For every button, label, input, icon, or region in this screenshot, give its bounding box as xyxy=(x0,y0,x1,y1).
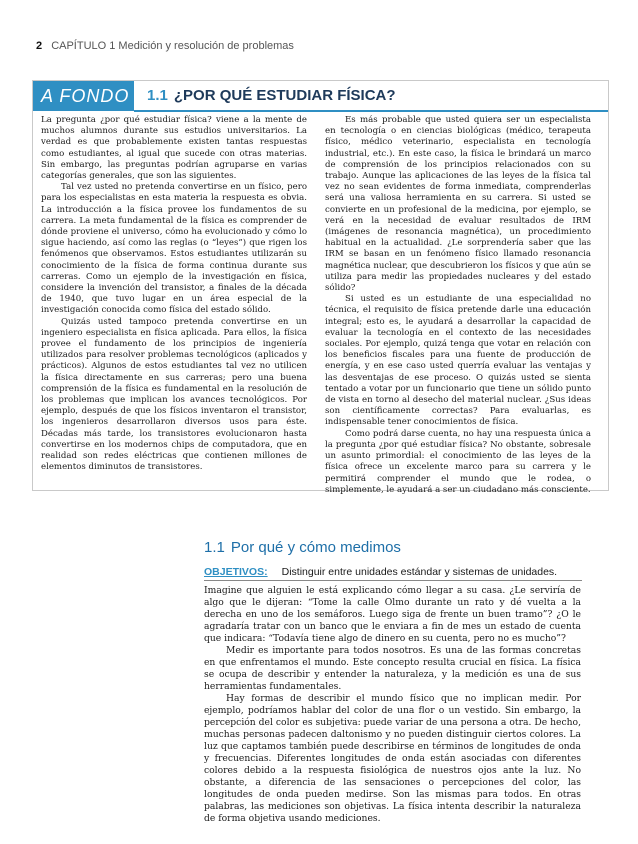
box-title-text: ¿POR QUÉ ESTUDIAR FÍSICA? xyxy=(173,87,396,104)
box-header xyxy=(33,81,608,111)
body-paragraph: Medir es importante para todos nosotros. Es una de las formas concretas en que enfrentamos el mundo. Este concepto resulta crucial en física. La física se ocupa de describir y entender la naturaleza, y la medición es una de sus herramientas fundamentales. xyxy=(204,645,581,692)
box-paragraph: Como podrá darse cuenta, no hay una respuesta única a la pregunta ¿por qué estudiar física? No obstante, sobresale un asunto primordial: el conocimiento de las leyes de la física ofrece un excelente marco para su carrera y le permitirá comprender el mundo que le rodea, o simplemente, le ayudará a ser un ciudadano más consciente. xyxy=(325,428,591,495)
box-title xyxy=(147,87,396,104)
page-header xyxy=(36,40,294,52)
box-tab-label: A FONDO xyxy=(33,81,134,111)
box-paragraph: Tal vez usted no pretenda convertirse en un físico, pero para los especialistas en esta materia la respuesta es obvia. La introducción a la física provee los fundamentos de su carrera. La meta fundamental de la física es comprender de dónde proviene el universo, cómo ha evolucionado y cómo lo sigue haciendo, así como las reglas (o “leyes”) que rigen los fenómenos que observamos. Estos estudiantes utilizarán su conocimiento de la física de forma continua durante sus carreras. Como un ejemplo de la investigación en física, considere la invención del transistor, a finales de la década de 1940, que tuvo lugar en un área especial de la investigación conocida como física del estado sólido. xyxy=(41,182,307,316)
in-depth-box xyxy=(32,80,609,495)
objectives-text: Distinguir entre unidades estándar y sistemas de unidades. xyxy=(281,566,558,578)
body-paragraph: Hay formas de describir el mundo físico que no implican medir. Por ejemplo, podríamos hablar del color de una flor o un vestido. Sin embargo, la percepción del color es subjetiva: puede variar de una persona a otra. De hecho, muchas personas padecen daltonismo y no pueden distinguir ciertos colores. La luz que captamos también puede describirse en términos de longitudes de onda y frecuencias. Diferentes longitudes de onda están asociadas con diferentes colores debido a la respuesta fisiológica de nuestros ojos ante la luz. No obstante, a diferencia de las sensaciones o percepciones del color, las longitudes de onda pueden medirse. Son las mismas para todos. En otras palabras, las mediciones son objetivas. La física intenta describir la naturaleza de forma objetiva usando mediciones. xyxy=(204,693,581,824)
box-paragraph: La pregunta ¿por qué estudiar física? viene a la mente de muchos alumnos durante sus estudios universitarios. La verdad es que probablemente existen tantas respuestas como estudiantes, al igual que sucede con otras materias. Sin embargo, las preguntas podrían agruparse en varias categorías generales, que son las siguientes. xyxy=(41,115,307,182)
box-paragraph: Si usted es un estudiante de una especialidad no técnica, el requisito de física pretende darle una educación integral; esto es, le ayudará a desarrollar la capacidad de evaluar la tecnología en el contexto de las necesidades sociales. Por ejemplo, quizá tenga que votar en relación con los beneficios fiscales para una fuente de producción de energía, y en ese caso usted querría evaluar las ventajas y las desventajas de ese proceso. O quizás usted se sienta tentado a votar por un funcionario que tiene un sólido punto de vista en torno al desecho del material nuclear. ¿Sus ideas son científicamente correctas? Para evaluarlas, es indispensable tener conocimientos de física. xyxy=(325,294,591,428)
objectives-rule xyxy=(204,580,582,581)
objectives xyxy=(204,566,557,578)
box-number: 1.1 xyxy=(147,87,168,104)
section-body xyxy=(204,585,581,825)
box-right-column xyxy=(325,115,591,496)
section-title xyxy=(204,539,401,556)
box-title-rule xyxy=(134,110,608,112)
box-paragraph: Quizás usted tampoco pretenda convertirse en un ingeniero especialista en física aplicada. Para ellos, la física provee el fundamento de los principios de ingeniería utilizados para resolver problemas tecnológicos (aplicados y prácticos). Algunos de estos estudiantes tal vez no utilicen la física directamente en sus carreras; pero una buena comprensión de la física es fundamental en la resolución de los problemas que implican los avances tecnológicos. Por ejemplo, después de que los físicos inventaron el transistor, los ingenieros desarrollaron diversos usos para éste. Décadas más tarde, los transistores evolucionaron hasta convertirse en los modernos chips de computadora, que en realidad son redes eléctricas que contienen millones de elementos diminutos de transistores. xyxy=(41,316,307,473)
body-paragraph: Imagine que alguien le está explicando cómo llegar a su casa. ¿Le serviría de algo que le dijeran: “Tome la calle Olmo durante un rato y dé vuelta a la derecha en uno de los semáforos. Luego siga de frente un buen tramo”? ¿O le agradaría tratar con un banco que le enviara a fin de mes un estado de cuenta que indicara: “Todavía tiene algo de dinero en su cuenta, pero no es mucho”? xyxy=(204,585,581,644)
section-title-text: Por qué y cómo medimos xyxy=(230,539,401,556)
box-paragraph: Es más probable que usted quiera ser un especialista en tecnología o en ciencias biológicas (médico, terapeuta físico, médico veterinario, especialista en tecnología industrial, etc.). En este caso, la física le brindará un marco de comprensión de los principios relacionados con su trabajo. Aunque las aplicaciones de las leyes de la física tal vez no sean evidentes de forma inmediata, comprenderlas será una valiosa herramienta en su carrera. Si usted se convierte en un profesional de la medicina, por ejemplo, se verá en la necesidad de evaluar resultados de IRM (imágenes de resonancia magnética), un procedimiento habitual en la actualidad. ¿Le sorprendería saber que las IRM se basan en un fenómeno físico llamado resonancia magnética nuclear, que descubrieron los físicos y que aún se utiliza para medir las propiedades nucleares y del estado sólido? xyxy=(325,115,591,294)
section-number: 1.1 xyxy=(204,539,225,556)
chapter-title: CAPÍTULO 1 Medición y resolución de problemas xyxy=(51,40,294,52)
box-left-column xyxy=(41,115,307,474)
objectives-label: OBJETIVOS: xyxy=(204,566,268,578)
page-number: 2 xyxy=(36,40,43,52)
